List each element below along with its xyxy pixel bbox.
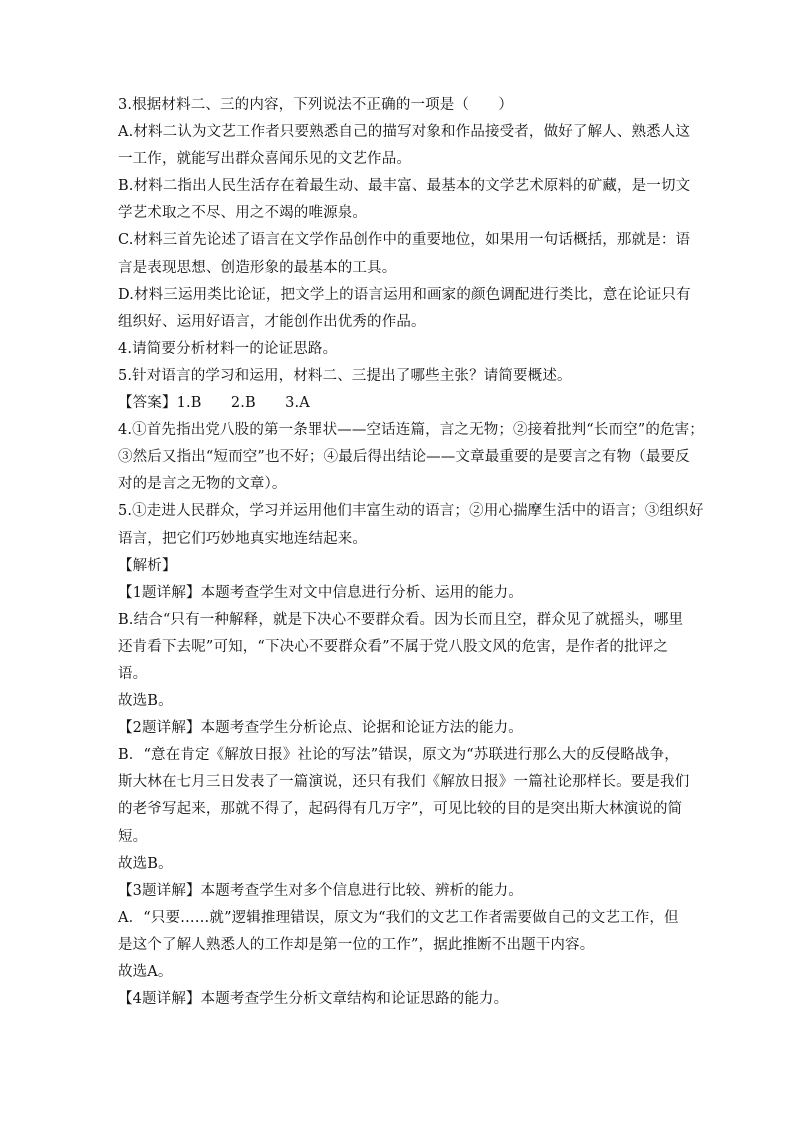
analysis-2-line-1: B．“意在肯定《解放日报》社论的写法”错误，原文为“苏联进行那么大的反侵略战争， <box>118 747 679 764</box>
option-b-line-1: B.材料二指出人民生活存在着最生动、最丰富、最基本的文学艺术原料的矿藏，是一切文 <box>118 178 691 195</box>
option-d-line-2: 组织好、运用好语言，才能创作出优秀的作品。 <box>118 313 426 330</box>
analysis-2-line-2: 斯大林在七月三日发表了一篇演说，还只有我们《解放日报》一篇社论那样长。要是我们 <box>118 774 690 791</box>
analysis-2-choice: 故选B。 <box>118 855 173 872</box>
option-a-line-2: 一工作，就能写出群众喜闻乐见的文艺作品。 <box>118 151 411 168</box>
answer-5-line-2: 语言，把它们巧妙地真实地连结起来。 <box>118 530 368 547</box>
analysis-2-line-3: 的老爷写起来，那就不得了，起码得有几万字”，可见比较的目的是突出斯大林演说的简 <box>118 801 683 818</box>
question-4: 4.请简要分析材料一的论证思路。 <box>118 340 338 357</box>
question-3-stem: 3.根据材料二、三的内容，下列说法不正确的一项是（ ） <box>118 97 514 113</box>
option-c-line-1: C.材料三首先论述了语言在文学作品创作中的重要地位，如果用一句话概括，那就是：语 <box>118 232 691 249</box>
analysis-2-line-4: 短。 <box>118 828 148 845</box>
answer-4-line-3: 对的是言之无物的文章）。 <box>118 476 287 493</box>
question-5: 5.针对语言的学习和运用，材料二、三提出了哪些主张？请简要概述。 <box>118 367 572 384</box>
answer-5-line-1: 5.①走进人民群众，学习并运用他们丰富生动的语言；②用心揣摩生活中的语言；③组织好 <box>118 503 704 520</box>
analysis-3-heading: 【3题详解】本题考查学生对多个信息进行比较、辨析的能力。 <box>118 882 523 899</box>
analysis-3-line-1: A．“只要……就”逻辑推理错误，原文为“我们的文艺工作者需要做自己的文艺工作，但 <box>118 909 679 926</box>
analysis-heading: 【解析】 <box>118 557 177 574</box>
option-a-line-1: A.材料二认为文艺工作者只要熟悉自己的描写对象和作品接受者，做好了解人、熟悉人这 <box>118 124 691 141</box>
answer-4-line-1: 4.①首先指出党八股的第一条罪状——空话连篇，言之无物；②接着批判“长而空”的危害； <box>118 422 704 439</box>
analysis-3-line-2: 是这个了解人熟悉人的工作却是第一位的工作”，据此推断不出题干内容。 <box>118 936 595 953</box>
analysis-2-heading: 【2题详解】本题考查学生分析论点、论据和论证方法的能力。 <box>118 720 523 737</box>
analysis-3-choice: 故选A。 <box>118 964 173 980</box>
analysis-4-heading: 【4题详解】本题考查学生分析文章结构和论证思路的能力。 <box>118 991 509 1008</box>
option-b-line-2: 学艺术取之不尽、用之不竭的唯源泉。 <box>118 205 368 222</box>
document-body <box>118 92 704 1013</box>
analysis-1-line-1: B.结合“只有一种解释，就是下决心不要群众看。因为长而且空，群众见了就摇头，哪里 <box>118 611 684 628</box>
option-d-line-1: D.材料三运用类比论证，把文学上的语言运用和画家的颜色调配进行类比，意在论证只有 <box>118 286 691 303</box>
answer-4-line-2: ③然后又指出“短而空”也不好；④最后得出结论——文章最重要的是要言之有物（最要反 <box>118 449 690 466</box>
answer-heading: 【答案】1.B 2.B 3.A <box>118 395 310 412</box>
analysis-1-heading: 【1题详解】本题考查学生对文中信息进行分析、运用的能力。 <box>118 584 523 601</box>
analysis-1-line-3: 语。 <box>118 665 148 682</box>
option-c-line-2: 言是表现思想、创造形象的最基本的工具。 <box>118 259 397 276</box>
analysis-1-line-2: 还肯看下去呢”可知，“下决心不要群众看”不属于党八股文风的危害，是作者的批评之 <box>118 638 669 655</box>
analysis-1-choice: 故选B。 <box>118 693 173 710</box>
